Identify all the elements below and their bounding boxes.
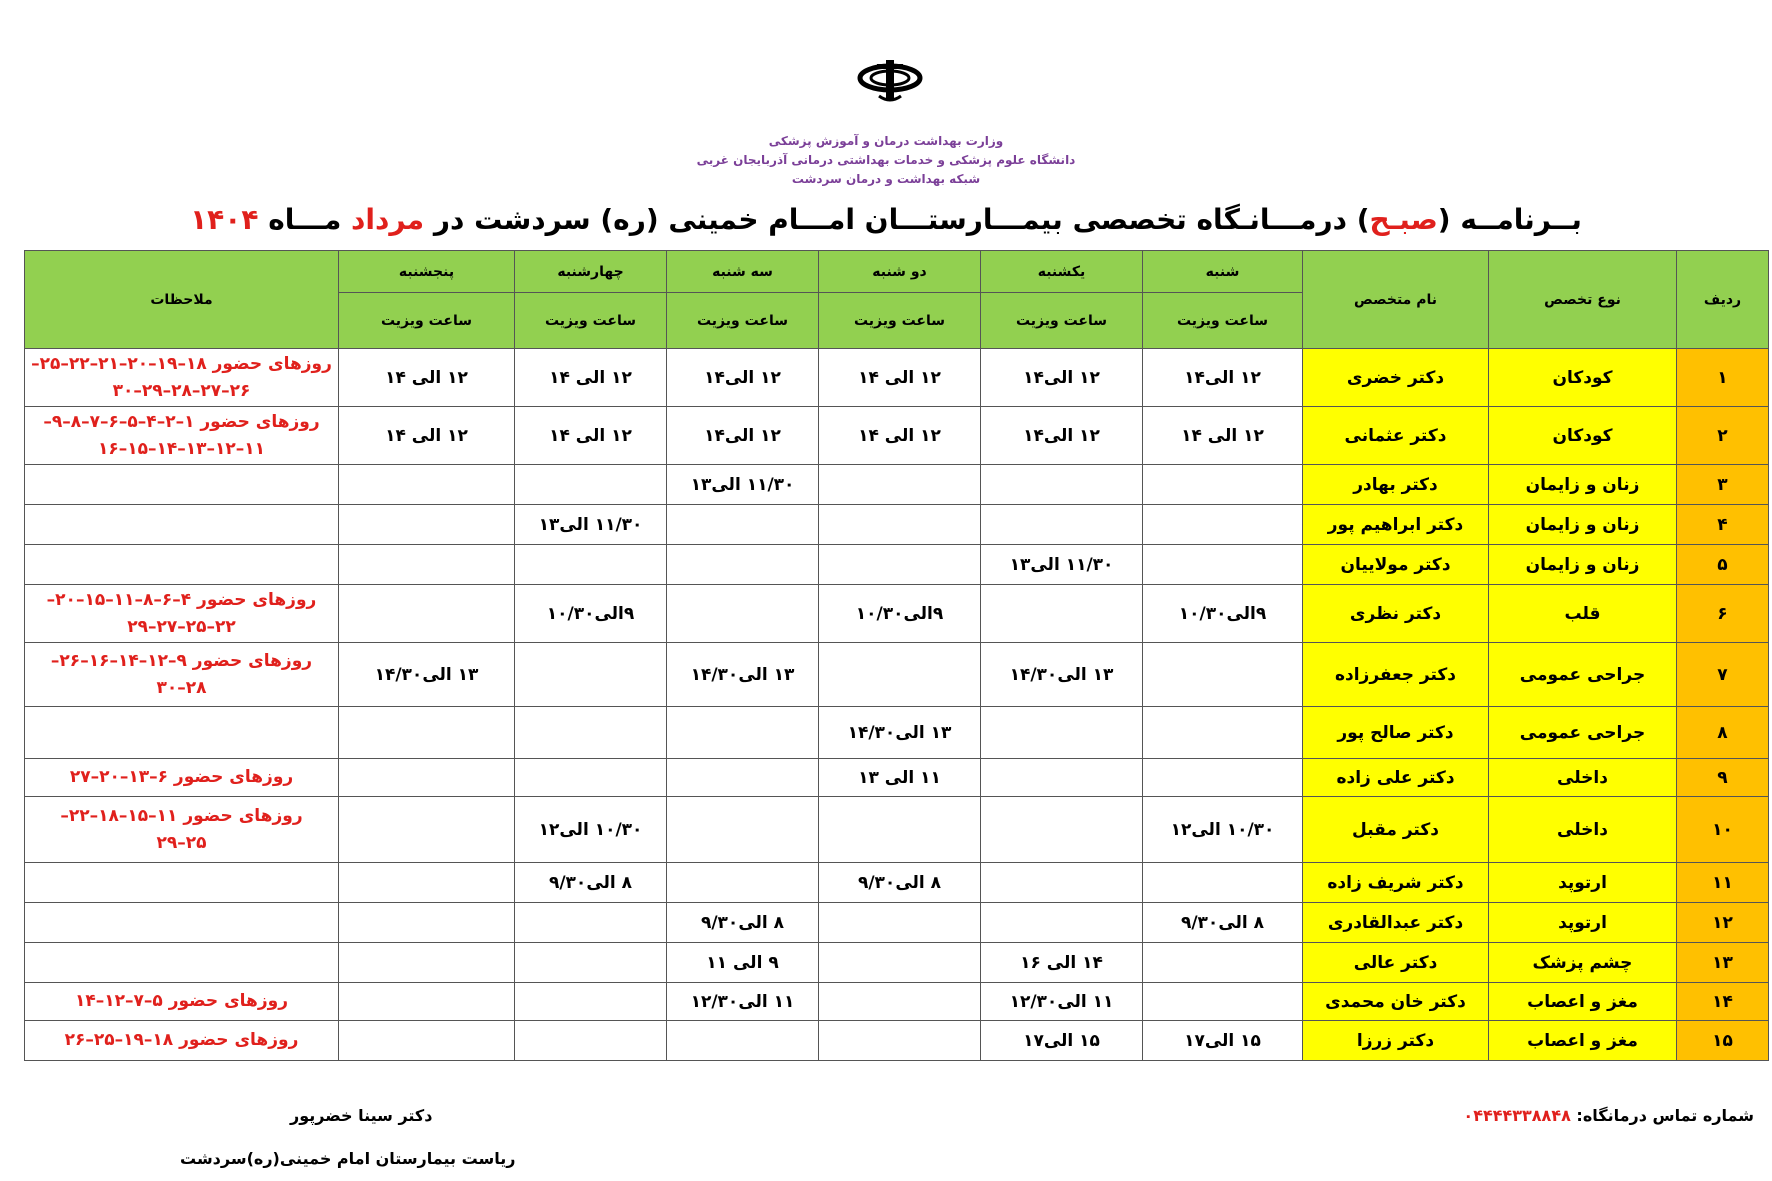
network-name: شبکه بهداشت و درمان سردشت [791,172,981,186]
row-time-saturday: ۱۵ الی۱۷ [1143,1021,1303,1061]
row-time-tuesday: ۱۳ الی۱۴/۳۰ [667,643,819,707]
table-row [25,585,1769,643]
col-header-index: ردیف [1677,251,1769,349]
row-notes [25,983,339,1021]
col-header-visit-time: ساعت ویزیت [339,293,515,349]
col-header-visit-time: ساعت ویزیت [981,293,1143,349]
row-time-monday: ۱۲ الی ۱۴ [819,407,981,465]
row-time-monday [819,943,981,983]
clinic-contact [1463,1106,1754,1125]
row-time-monday [819,545,981,585]
row-time-tuesday [667,759,819,797]
row-index: ۴ [1677,505,1769,545]
title-part-1: بــرنامــه ( [1437,203,1582,236]
row-time-sunday [981,465,1143,505]
row-notes-line-1: روزهای حضور ۶–۱۳–۲۰–۲۷ [69,767,294,788]
row-index: ۲ [1677,407,1769,465]
row-time-sunday: ۱۵ الی۱۷ [981,1021,1143,1061]
row-time-monday: ۱۱ الی ۱۳ [819,759,981,797]
title-month: مرداد [351,203,425,236]
col-header-visit-time: ساعت ویزیت [515,293,667,349]
row-index: ۷ [1677,643,1769,707]
row-time-sunday: ۱۲ الی۱۴ [981,349,1143,407]
row-time-wednesday [515,643,667,707]
row-time-tuesday: ۹ الی ۱۱ [667,943,819,983]
row-time-saturday [1143,643,1303,707]
row-time-tuesday [667,707,819,759]
row-time-saturday [1143,759,1303,797]
row-notes-line-1: روزهای حضور ۱–۲–۴–۵–۶–۷–۸–۹– [43,412,320,433]
row-doctor: دکتر بهادر [1303,465,1489,505]
row-time-tuesday: ۱۲ الی۱۴ [667,407,819,465]
row-notes-line-1: روزهای حضور ۱۸–۱۹–۲۰–۲۱–۲۲–۲۵– [31,354,332,375]
row-specialty: جراحی عمومی [1489,643,1677,707]
row-specialty: زنان و زایمان [1489,545,1677,585]
title-shift: صبـح [1369,203,1438,236]
row-specialty: جراحی عمومی [1489,707,1677,759]
row-index: ۱۲ [1677,903,1769,943]
col-header-visit-time: ساعت ویزیت [819,293,981,349]
row-time-thursday: ۱۲ الی ۱۴ [339,349,515,407]
row-doctor: دکتر مقبل [1303,797,1489,863]
row-notes [25,349,339,407]
table-row [25,903,1769,943]
table-row [25,759,1769,797]
col-header-specialty: نوع تخصص [1489,251,1677,349]
row-time-tuesday [667,1021,819,1061]
row-index: ۱۰ [1677,797,1769,863]
row-doctor: دکتر علی زاده [1303,759,1489,797]
row-doctor: دکتر خضری [1303,349,1489,407]
row-time-tuesday [667,797,819,863]
row-time-sunday: ۱۱ الی۱۲/۳۰ [981,983,1143,1021]
row-notes [25,585,339,643]
row-doctor: دکتر ابراهیم پور [1303,505,1489,545]
row-time-saturday [1143,863,1303,903]
row-notes-line-1: روزهای حضور ۹–۱۲–۱۴–۱۶–۲۶– [50,651,313,672]
row-time-monday: ۹الی۱۰/۳۰ [819,585,981,643]
row-time-sunday: ۱۳ الی۱۴/۳۰ [981,643,1143,707]
title-part-3: مـــاه [258,203,352,236]
row-time-tuesday: ۱۱/۳۰ الی۱۳ [667,465,819,505]
page-title [0,203,1772,236]
row-index: ۵ [1677,545,1769,585]
row-notes [25,505,339,545]
row-time-tuesday [667,545,819,585]
row-notes-line-1: روزهای حضور ۵–۷–۱۲–۱۴ [75,991,288,1012]
row-time-monday [819,983,981,1021]
row-notes-line-2: ۲۶–۲۷–۲۸–۲۹–۳۰ [112,380,251,401]
row-index: ۱۳ [1677,943,1769,983]
row-specialty: کودکان [1489,349,1677,407]
col-header-day: چهارشنبه [515,251,667,293]
row-specialty: داخلی [1489,797,1677,863]
row-time-wednesday: ۱۲ الی ۱۴ [515,349,667,407]
row-time-saturday: ۹الی۱۰/۳۰ [1143,585,1303,643]
row-time-thursday [339,759,515,797]
row-time-sunday [981,585,1143,643]
table-row [25,943,1769,983]
row-time-thursday [339,545,515,585]
row-specialty: زنان و زایمان [1489,505,1677,545]
row-time-thursday: ۱۳ الی۱۴/۳۰ [339,643,515,707]
row-notes [25,863,339,903]
col-header-day: شنبه [1143,251,1303,293]
row-time-tuesday [667,585,819,643]
row-notes [25,1021,339,1061]
row-time-sunday [981,903,1143,943]
row-doctor: دکتر صالح پور [1303,707,1489,759]
row-doctor: دکتر زرزا [1303,1021,1489,1061]
row-time-sunday [981,759,1143,797]
row-time-thursday [339,1021,515,1061]
row-time-wednesday: ۸ الی۹/۳۰ [515,863,667,903]
row-specialty: مغز و اعصاب [1489,983,1677,1021]
row-time-wednesday [515,759,667,797]
row-time-thursday [339,797,515,863]
ministry-logo [855,56,925,106]
row-index: ۸ [1677,707,1769,759]
col-header-day: پنجشنبه [339,251,515,293]
table-row [25,983,1769,1021]
row-notes-line-1: روزهای حضور ۱۱–۱۵–۱۸–۲۲– [60,806,303,827]
row-index: ۹ [1677,759,1769,797]
row-time-thursday [339,707,515,759]
row-index: ۱۴ [1677,983,1769,1021]
row-time-sunday [981,863,1143,903]
row-time-thursday [339,983,515,1021]
row-specialty: چشم پزشک [1489,943,1677,983]
row-notes [25,407,339,465]
row-time-monday [819,797,981,863]
row-specialty: ارتوپد [1489,903,1677,943]
row-time-tuesday: ۱۲ الی۱۴ [667,349,819,407]
row-time-monday [819,465,981,505]
row-time-saturday: ۱۰/۳۰ الی۱۲ [1143,797,1303,863]
row-time-monday [819,643,981,707]
row-time-monday [819,1021,981,1061]
row-time-sunday [981,797,1143,863]
row-specialty: مغز و اعصاب [1489,1021,1677,1061]
row-doctor: دکتر نظری [1303,585,1489,643]
row-time-saturday [1143,943,1303,983]
row-notes-line-2: ۱۱–۱۲–۱۳–۱۴–۱۵–۱۶ [97,438,266,459]
row-specialty: ارتوپد [1489,863,1677,903]
row-time-thursday [339,465,515,505]
row-time-monday [819,505,981,545]
row-time-monday [819,903,981,943]
signer-name: دکتر سینا خضرپور [290,1106,433,1125]
row-time-tuesday: ۸ الی۹/۳۰ [667,903,819,943]
row-notes-line-1: روزهای حضور ۱۸–۱۹–۲۵–۲۶ [64,1030,299,1051]
row-index: ۶ [1677,585,1769,643]
row-notes [25,643,339,707]
row-notes [25,707,339,759]
row-notes [25,545,339,585]
row-notes [25,903,339,943]
row-index: ۱۱ [1677,863,1769,903]
row-doctor: دکتر خان محمدی [1303,983,1489,1021]
row-time-saturday [1143,983,1303,1021]
contact-label: شماره تماس درمانگاه: [1570,1106,1754,1125]
row-doctor: دکتر شریف زاده [1303,863,1489,903]
table-row [25,797,1769,863]
row-time-saturday [1143,505,1303,545]
col-header-day: یکشنبه [981,251,1143,293]
row-time-saturday: ۱۲ الی۱۴ [1143,349,1303,407]
row-time-thursday [339,585,515,643]
row-notes-line-1: روزهای حضور ۴–۶–۸–۱۱–۱۵–۲۰– [46,590,317,611]
row-time-wednesday [515,707,667,759]
table-row [25,465,1769,505]
row-notes-line-2: ۲۸–۳۰ [156,677,207,698]
row-time-wednesday [515,1021,667,1061]
row-time-saturday [1143,545,1303,585]
row-time-thursday: ۱۲ الی ۱۴ [339,407,515,465]
signer-title: ریاست بیمارستان امام خمینی(ره)سردشت [180,1149,516,1168]
row-time-wednesday [515,903,667,943]
row-time-thursday [339,505,515,545]
col-header-visit-time: ساعت ویزیت [1143,293,1303,349]
row-time-wednesday: ۱۰/۳۰ الی۱۲ [515,797,667,863]
row-time-wednesday [515,465,667,505]
row-specialty: کودکان [1489,407,1677,465]
row-notes-line-2: ۲۲–۲۵–۲۷–۲۹ [127,616,236,637]
row-time-saturday [1143,465,1303,505]
row-time-wednesday: ۹الی۱۰/۳۰ [515,585,667,643]
row-doctor: دکتر عثمانی [1303,407,1489,465]
title-year: ۱۴۰۴ [190,203,259,236]
row-time-sunday: ۱۲ الی۱۴ [981,407,1143,465]
row-time-tuesday [667,505,819,545]
row-notes [25,465,339,505]
ministry-name: وزارت بهداشت درمان و آموزش پزشکی [768,134,1004,148]
row-specialty: داخلی [1489,759,1677,797]
title-part-2: ) درمـــانـگاه تخصصی بیمـــارستـــان امـــام خمینی (ره) سردشت در [424,203,1370,236]
row-time-wednesday [515,545,667,585]
row-time-sunday [981,505,1143,545]
contact-number: ۰۴۴۴۴۳۳۸۸۴۸ [1463,1106,1571,1125]
row-doctor: دکتر عالی [1303,943,1489,983]
row-index: ۱۵ [1677,1021,1769,1061]
row-time-thursday [339,863,515,903]
row-doctor: دکتر عبدالقادری [1303,903,1489,943]
col-header-day: سه شنبه [667,251,819,293]
row-time-tuesday: ۱۱ الی۱۲/۳۰ [667,983,819,1021]
col-header-doctor: نام متخصص [1303,251,1489,349]
row-time-saturday [1143,707,1303,759]
row-time-thursday [339,903,515,943]
row-notes-line-2: ۲۵–۲۹ [156,832,207,853]
row-index: ۱ [1677,349,1769,407]
row-time-monday: ۱۲ الی ۱۴ [819,349,981,407]
row-time-sunday: ۱۱/۳۰ الی۱۳ [981,545,1143,585]
row-time-thursday [339,943,515,983]
row-time-wednesday [515,983,667,1021]
row-specialty: قلب [1489,585,1677,643]
table-row [25,863,1769,903]
row-time-tuesday [667,863,819,903]
table-row [25,1021,1769,1061]
row-time-monday: ۸ الی۹/۳۰ [819,863,981,903]
row-time-wednesday: ۱۱/۳۰ الی۱۳ [515,505,667,545]
university-name: دانشگاه علوم پزشکی و خدمات بهداشتی درمانی آذربایجان غربی [696,153,1076,167]
table-row [25,407,1769,465]
col-header-visit-time: ساعت ویزیت [667,293,819,349]
table-row [25,349,1769,407]
table-row [25,707,1769,759]
row-time-wednesday [515,943,667,983]
row-time-sunday [981,707,1143,759]
row-doctor: دکتر جعفرزاده [1303,643,1489,707]
col-header-day: دو شنبه [819,251,981,293]
col-header-notes: ملاحظات [25,251,339,349]
row-index: ۳ [1677,465,1769,505]
schedule-table [24,250,1769,1061]
table-row [25,505,1769,545]
row-time-sunday: ۱۴ الی ۱۶ [981,943,1143,983]
row-time-monday: ۱۳ الی۱۴/۳۰ [819,707,981,759]
row-time-saturday: ۸ الی۹/۳۰ [1143,903,1303,943]
row-time-wednesday: ۱۲ الی ۱۴ [515,407,667,465]
row-doctor: دکتر مولاییان [1303,545,1489,585]
row-notes [25,797,339,863]
table-row [25,643,1769,707]
table-row [25,545,1769,585]
row-notes [25,943,339,983]
row-specialty: زنان و زایمان [1489,465,1677,505]
row-time-saturday: ۱۲ الی ۱۴ [1143,407,1303,465]
row-notes [25,759,339,797]
